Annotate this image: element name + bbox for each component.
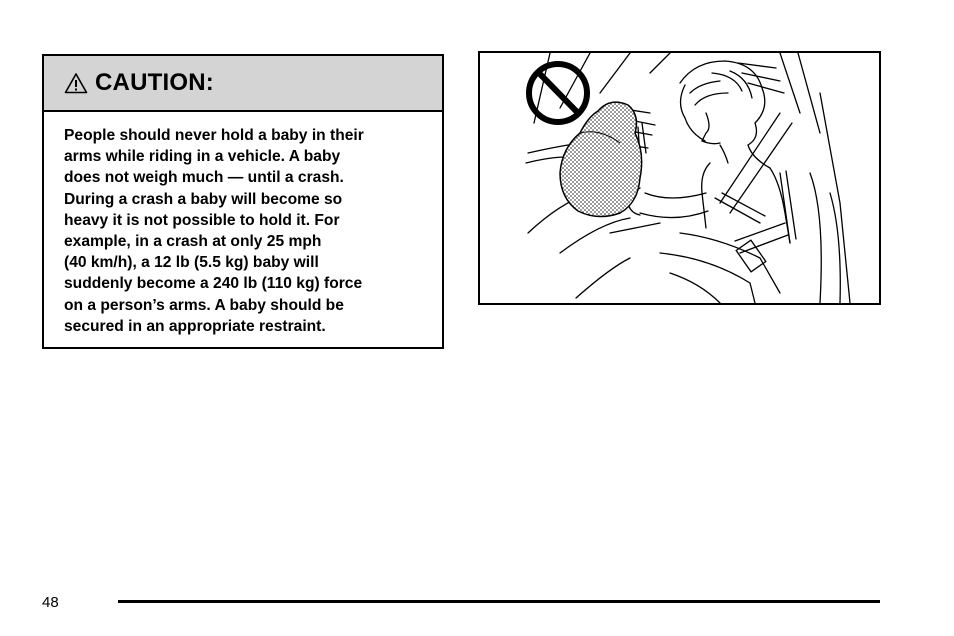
caution-line: (40 km/h), a 12 lb (5.5 kg) baby will xyxy=(64,254,319,272)
page-number: 48 xyxy=(42,594,59,611)
caution-line: People should never hold a baby in their xyxy=(64,127,364,144)
caution-line: heavy it is not possible to hold it. For xyxy=(64,211,340,229)
caution-line: on a person’s arms. A baby should be xyxy=(64,296,344,314)
caution-text xyxy=(44,112,442,337)
caution-box xyxy=(42,54,444,349)
caution-line: During a crash a baby will become so xyxy=(64,190,343,208)
warning-triangle-icon xyxy=(64,72,88,94)
illustration-frame xyxy=(478,51,881,305)
footer-rule xyxy=(118,600,880,603)
caution-line: suddenly become a 240 lb (110 kg) force xyxy=(64,275,363,293)
caution-header xyxy=(44,56,442,112)
caution-line: does not weigh much — until a crash. xyxy=(64,169,344,187)
caution-title: CAUTION: xyxy=(95,69,214,96)
caution-line: example, in a crash at only 25 mph xyxy=(64,233,322,251)
prohibited-icon xyxy=(529,64,587,122)
caution-line: arms while riding in a vehicle. A baby xyxy=(64,148,341,166)
caution-line: secured in an appropriate restraint. xyxy=(64,317,326,335)
baby-held-in-crash-illustration xyxy=(480,53,879,303)
